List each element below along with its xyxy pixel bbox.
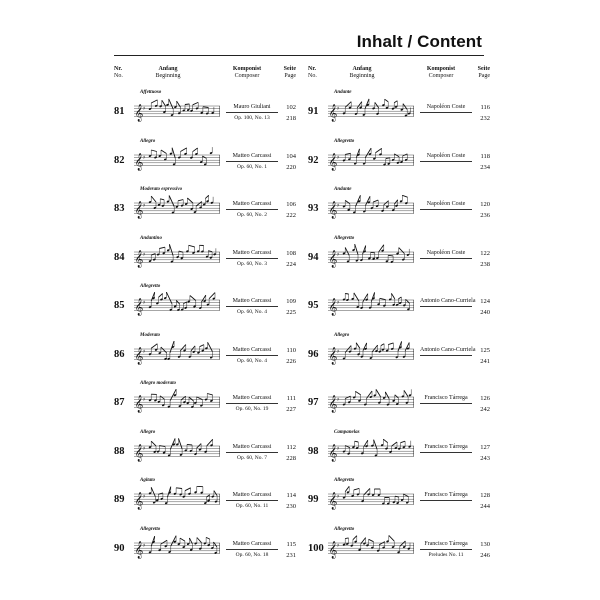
opus-number: Op. 60, No. 19 — [235, 406, 269, 412]
svg-text:♯: ♯ — [143, 542, 146, 549]
composer-name: Napoléon Coste — [426, 152, 466, 159]
composer-name: Matteo Carcassi — [232, 152, 272, 159]
svg-text:♯: ♯ — [337, 106, 340, 112]
composer-rule — [226, 209, 278, 210]
contents-entry — [114, 234, 296, 283]
entry-number: 100 — [308, 542, 324, 554]
page-number-primary: 116 — [480, 104, 490, 111]
entry-number: 96 — [308, 348, 319, 360]
svg-text:𝄞: 𝄞 — [328, 297, 338, 316]
svg-text:𝄞: 𝄞 — [134, 249, 144, 267]
page-number-primary: 122 — [480, 249, 490, 257]
composer-name: Matteo Carcassi — [232, 492, 272, 498]
tempo-marking: Andante — [334, 187, 352, 192]
page-number-secondary: 228 — [286, 454, 296, 462]
contents-entry — [114, 185, 296, 234]
svg-text:𝄞: 𝄞 — [328, 443, 338, 461]
page-number-secondary: 232 — [480, 115, 490, 122]
music-incipit — [134, 98, 220, 122]
entry-number: 98 — [308, 445, 319, 457]
page-number-secondary: 231 — [286, 551, 296, 559]
contents-entry — [308, 331, 490, 380]
page-number-primary: 112 — [286, 443, 296, 451]
composer-rule — [226, 452, 278, 453]
entry-number: 84 — [114, 251, 125, 263]
page-number-secondary: 225 — [286, 309, 296, 316]
svg-text:♯: ♯ — [337, 397, 340, 403]
contents-entry — [308, 137, 490, 186]
svg-text:♯: ♯ — [143, 106, 146, 112]
page-number-primary: 108 — [286, 249, 296, 257]
composer-rule — [420, 161, 472, 162]
composer-rule — [226, 306, 278, 307]
svg-text:♯: ♯ — [143, 445, 146, 452]
contents-entry — [308, 525, 490, 574]
column-header — [308, 66, 490, 88]
entry-number: 89 — [114, 494, 125, 505]
composer-name: Antonio Cano-Curriela — [420, 346, 476, 353]
composer-rule — [420, 500, 472, 501]
page-number-primary: 126 — [480, 395, 490, 402]
entry-number: 86 — [114, 348, 125, 360]
composer-name: Napoléon Coste — [426, 104, 466, 110]
page-title: Inhalt / Content — [356, 32, 482, 51]
tempo-marking: Allegro moderato — [140, 381, 176, 386]
composer-rule — [420, 549, 472, 550]
tempo-marking: Allegretto — [334, 138, 355, 144]
contents-entry — [114, 88, 296, 137]
page-number-primary: 111 — [286, 395, 296, 402]
composer-name: Napoléon Coste — [426, 201, 466, 207]
contents-entry — [114, 428, 296, 477]
svg-text:♯: ♯ — [143, 251, 146, 258]
composer-name: Matteo Carcassi — [232, 395, 272, 401]
composer-name: Francisco Tárrega — [424, 540, 468, 547]
music-incipit — [328, 438, 414, 462]
music-incipit — [328, 389, 414, 413]
composer-name: Matteo Carcassi — [232, 201, 272, 207]
svg-text:𝄞: 𝄞 — [328, 540, 338, 558]
composer-name: Mauro Giuliani — [233, 104, 271, 110]
page-number-primary: 125 — [480, 346, 490, 354]
page-number-secondary: 224 — [286, 260, 296, 268]
opus-number: Op. 100, No. 13 — [234, 115, 270, 121]
svg-text:♯: ♯ — [143, 397, 146, 403]
composer-name: Francisco Tárrega — [424, 443, 468, 450]
page-number-secondary: 230 — [286, 503, 296, 510]
page-number-secondary: 226 — [286, 357, 296, 365]
svg-text:𝄞: 𝄞 — [328, 249, 338, 267]
page-number-secondary: 236 — [480, 212, 490, 219]
composer-name: Francisco Tárrega — [424, 492, 468, 498]
svg-text:𝄞: 𝄞 — [134, 346, 144, 364]
opus-number: Op. 60, No. 2 — [237, 212, 267, 218]
page-number-primary: 110 — [286, 346, 296, 354]
svg-text:𝄞: 𝄞 — [134, 491, 144, 510]
column-header — [114, 66, 296, 88]
page-number-primary: 124 — [480, 298, 490, 305]
music-incipit — [328, 147, 414, 171]
composer-rule — [226, 112, 278, 113]
tempo-marking: Allegretto — [334, 235, 355, 241]
svg-text:♯: ♯ — [337, 445, 340, 452]
svg-text:𝄞: 𝄞 — [328, 200, 338, 219]
page-number-primary: 115 — [286, 540, 296, 548]
svg-text:𝄞: 𝄞 — [134, 200, 144, 219]
svg-text:♯: ♯ — [337, 300, 340, 306]
composer-name: Matteo Carcassi — [232, 298, 272, 304]
page-number-primary: 118 — [480, 152, 490, 160]
tempo-marking: Allegro — [334, 332, 350, 338]
tempo-marking: Campanelas — [334, 429, 360, 435]
svg-text:♯: ♯ — [143, 203, 146, 209]
entry-number: 99 — [308, 494, 319, 505]
music-incipit — [134, 244, 220, 268]
music-incipit — [328, 244, 414, 268]
contents-entry — [308, 185, 490, 234]
svg-text:𝄞: 𝄞 — [328, 103, 338, 122]
contents-entry — [114, 137, 296, 186]
page-number-secondary: 238 — [480, 260, 490, 268]
composer-rule — [420, 209, 472, 210]
contents-entry — [308, 379, 490, 428]
svg-text:𝄞: 𝄞 — [328, 152, 338, 170]
svg-text:𝄞: 𝄞 — [328, 394, 338, 413]
entry-number: 83 — [114, 203, 125, 214]
tempo-marking: Moderato — [140, 332, 160, 338]
svg-text:♯: ♯ — [143, 300, 146, 306]
contents-entry — [308, 476, 490, 525]
svg-text:𝄞: 𝄞 — [134, 443, 144, 461]
header-seite: Seite Page — [283, 66, 296, 79]
composer-name: Matteo Carcassi — [232, 346, 272, 353]
svg-text:♯: ♯ — [337, 203, 340, 209]
contents-entry — [114, 379, 296, 428]
entry-number: 97 — [308, 397, 319, 408]
composer-rule — [226, 500, 278, 501]
music-incipit — [328, 486, 414, 510]
header-nr: Nr. No. — [114, 66, 123, 79]
contents-entry — [308, 282, 490, 331]
music-incipit — [134, 292, 220, 316]
contents-entry — [308, 234, 490, 283]
opus-number: Op. 60, No. 4 — [237, 357, 267, 364]
composer-rule — [420, 258, 472, 259]
entry-number: 81 — [114, 106, 125, 117]
tempo-marking: Allegro — [140, 138, 156, 144]
entry-number: 95 — [308, 300, 319, 311]
composer-rule — [226, 403, 278, 404]
score-page — [104, 18, 494, 588]
svg-text:♯: ♯ — [143, 154, 146, 161]
svg-text:♯: ♯ — [337, 251, 340, 258]
entries-right — [308, 88, 490, 573]
music-incipit — [328, 535, 414, 559]
music-incipit — [328, 98, 414, 122]
svg-text:♯: ♯ — [337, 348, 340, 355]
composer-rule — [420, 452, 472, 453]
entry-number: 87 — [114, 397, 125, 408]
entry-number: 94 — [308, 251, 319, 263]
contents-column-right — [308, 66, 490, 573]
page-number-primary: 130 — [480, 540, 490, 548]
header-nr: Nr. No. — [308, 66, 317, 79]
header-komponist: Komponist Composer — [426, 66, 456, 79]
page-number-secondary: 234 — [480, 163, 490, 171]
page-number-primary: 128 — [480, 492, 490, 499]
page-number-primary: 109 — [286, 298, 296, 305]
page-number-secondary: 242 — [480, 406, 490, 413]
tempo-marking: Moderato espressivo — [140, 187, 183, 192]
composer-rule — [420, 306, 472, 307]
music-incipit — [328, 292, 414, 316]
entry-number: 85 — [114, 300, 125, 311]
contents-entry — [114, 525, 296, 574]
music-incipit — [134, 486, 220, 510]
music-incipit — [328, 341, 414, 365]
composer-rule — [226, 258, 278, 259]
music-incipit — [134, 195, 220, 219]
composer-rule — [420, 355, 472, 356]
page-number-primary: 104 — [286, 152, 296, 160]
entry-number: 92 — [308, 154, 319, 166]
page-number-primary: 127 — [480, 443, 490, 451]
tempo-marking: Andantino — [140, 235, 162, 241]
tempo-marking: Allegretto — [334, 526, 355, 532]
composer-name: Napoléon Coste — [426, 249, 466, 256]
svg-text:𝄞: 𝄞 — [328, 346, 338, 364]
page-number-secondary: 218 — [286, 115, 296, 122]
page-number-secondary: 244 — [480, 503, 490, 510]
contents-entry — [114, 476, 296, 525]
entry-number: 93 — [308, 203, 319, 214]
opus-number: Op. 60, No. 4 — [237, 309, 267, 315]
music-incipit — [134, 389, 220, 413]
page-number-secondary: 246 — [480, 551, 490, 559]
page-number-primary: 102 — [286, 104, 296, 111]
composer-name: Francisco Tárrega — [424, 395, 468, 401]
svg-text:𝄞: 𝄞 — [134, 394, 144, 413]
header-anfang: Anfang Beginning — [349, 66, 375, 79]
page-number-secondary: 241 — [480, 357, 490, 365]
entry-number: 91 — [308, 106, 319, 117]
composer-rule — [226, 355, 278, 356]
composer-rule — [226, 161, 278, 162]
music-incipit — [328, 195, 414, 219]
music-incipit — [134, 535, 220, 559]
svg-text:𝄞: 𝄞 — [134, 103, 144, 122]
svg-text:♯: ♯ — [337, 494, 340, 500]
opus-number: Op. 60, No. 1 — [237, 163, 267, 170]
svg-text:♯: ♯ — [337, 542, 340, 549]
music-incipit — [134, 147, 220, 171]
entry-number: 90 — [114, 542, 125, 554]
tempo-marking: Agitato — [140, 478, 156, 483]
entry-number: 88 — [114, 445, 125, 457]
tempo-marking: Allegro — [140, 429, 156, 435]
svg-text:♯: ♯ — [143, 348, 146, 355]
contents-column-left — [114, 66, 296, 573]
composer-rule — [226, 549, 278, 550]
tempo-marking: Allegretto — [140, 284, 161, 289]
tempo-marking: Andante — [334, 90, 352, 95]
svg-text:♯: ♯ — [337, 154, 340, 161]
page-number-secondary: 243 — [480, 454, 490, 462]
music-incipit — [134, 341, 220, 365]
contents-entry — [114, 282, 296, 331]
page-number-primary: 120 — [480, 201, 490, 208]
page-number-primary: 106 — [286, 201, 296, 208]
entry-number: 82 — [114, 154, 125, 166]
svg-text:𝄞: 𝄞 — [134, 297, 144, 316]
title-rule — [114, 55, 484, 56]
header-anfang: Anfang Beginning — [155, 66, 181, 79]
entries-left — [114, 88, 296, 573]
tempo-marking: Affettuoso — [140, 90, 162, 95]
contents-entry — [114, 331, 296, 380]
page-number-secondary: 222 — [286, 212, 296, 219]
page-number-secondary: 240 — [480, 309, 490, 316]
composer-name: Antonio Cano-Curriela — [420, 298, 476, 304]
tempo-marking: Allegretto — [334, 478, 355, 483]
composer-rule — [420, 403, 472, 404]
opus-number: Preludes No. 11 — [428, 551, 464, 558]
page-number-secondary: 227 — [286, 406, 296, 413]
composer-name: Matteo Carcassi — [232, 540, 272, 547]
svg-text:𝄞: 𝄞 — [134, 540, 144, 558]
tempo-marking: Allegretto — [140, 526, 161, 532]
svg-text:♯: ♯ — [143, 494, 146, 500]
opus-number: Op. 60, No. 11 — [235, 503, 269, 509]
opus-number: Op. 60, No. 7 — [237, 454, 267, 461]
composer-name: Matteo Carcassi — [232, 249, 272, 256]
page-number-secondary: 220 — [286, 163, 296, 171]
music-incipit — [134, 438, 220, 462]
header-seite: Seite Page — [477, 66, 490, 79]
svg-text:𝄞: 𝄞 — [134, 152, 144, 170]
contents-entry — [308, 88, 490, 137]
page-number-primary: 114 — [286, 492, 296, 499]
composer-name: Matteo Carcassi — [232, 443, 272, 450]
opus-number: Op. 60, No. 3 — [237, 260, 267, 267]
svg-text:𝄞: 𝄞 — [328, 491, 338, 510]
opus-number: Op. 60, No. 18 — [235, 551, 269, 558]
contents-entry — [308, 428, 490, 477]
header-komponist: Komponist Composer — [232, 66, 262, 79]
composer-rule — [420, 112, 472, 113]
